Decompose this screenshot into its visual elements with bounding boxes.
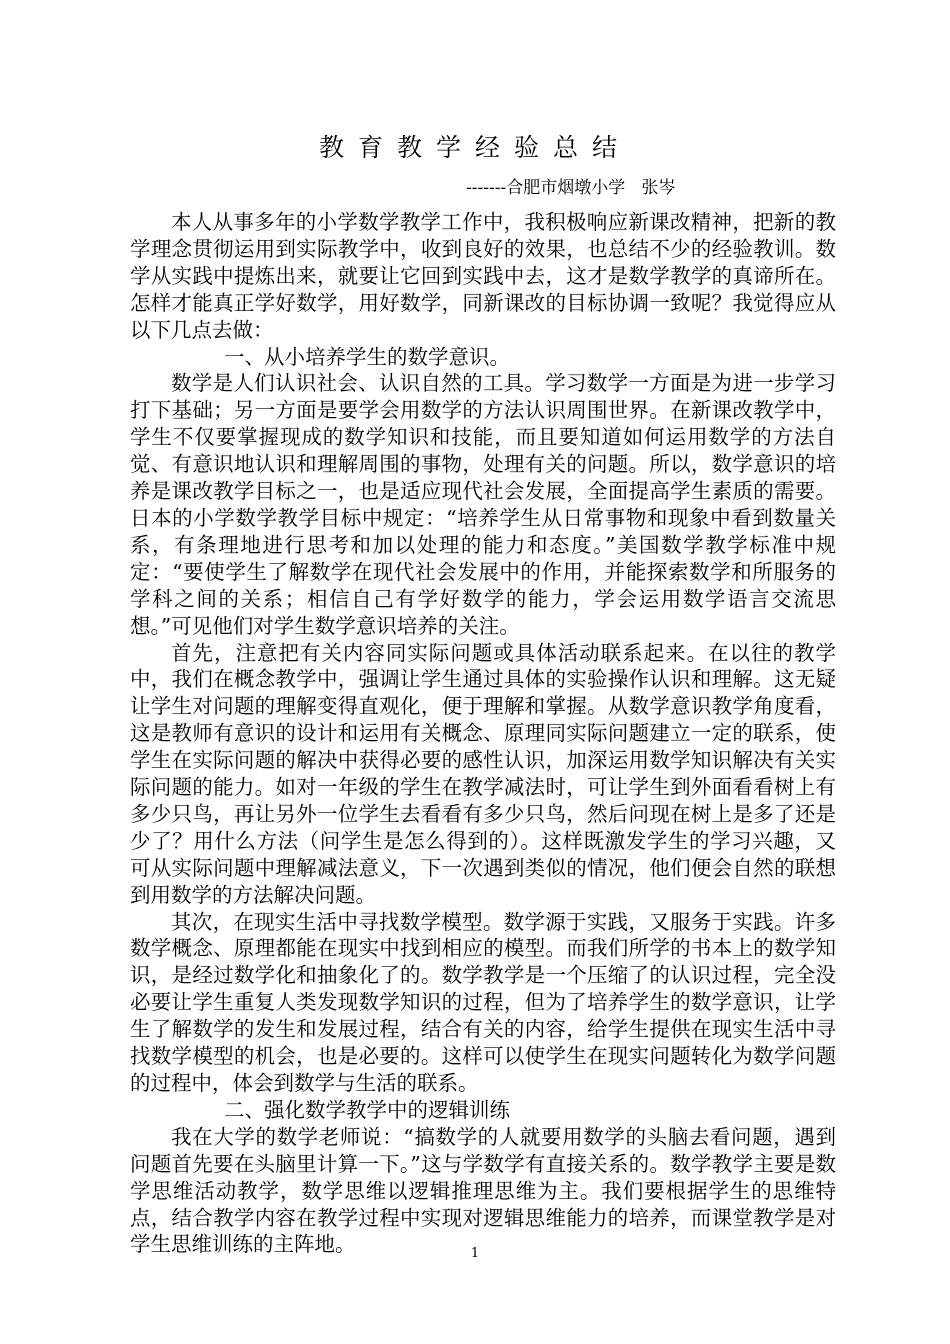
section-heading-1: [130, 344, 836, 371]
intro-paragraph: 本人从事多年的小学数学教学工作中，我积极响应新课改精神，把新的教学理念贯彻运用到实际教学中，收到良好的效果，也总结不少的经验教训。数学从实践中提炼出来，就要让它回到实践中去，这才是数学教学的真谛所在。怎样才能真正学好数学，用好数学，同新课改的目标协调一致呢？我觉得应从以下几点去做：: [130, 210, 836, 342]
section-number-1: 一、: [224, 344, 265, 369]
section-number-2: 二、: [224, 1097, 265, 1122]
section-2-paragraph-1: 我在大学的数学老师说：“搞数学的人就要用数学的头脑去看问题，遇到问题首先要在头脑里计算一下。”这与学数学有直接关系的。数学教学主要是数学思维活动教学，数学思维以逻辑推理思维为主。我们要根据学生的思维特点，结合教学内容在教学过程中实现对逻辑思维能力的培养，而课堂教学是对学生思维训练的主阵地。: [130, 1124, 836, 1257]
document-title: 教育教学经验总结: [318, 133, 631, 162]
author-line: -------合肥市烟墩小学 张岑: [466, 178, 676, 198]
section-title-1: 从小培养学生的数学意识。: [264, 344, 510, 369]
section-1-paragraph-2: 首先，注意把有关内容同实际问题或具体活动联系起来。在以往的教学中，我们在概念教学中，强调让学生通过具体的实验操作认识和理解。这无疑让学生对问题的理解变得直观化，便于理解和掌握。从数学意识教学角度看，这是教师有意识的设计和运用有关概念、原理同实际问题建立一定的联系，使学生在实际问题的解决中获得必要的感性认识，加深运用数学知识解决有关实际问题的能力。如对一年级的学生在教学减法时，可让学生到外面看看树上有多少只鸟，再让另外一位学生去看看有多少只鸟，然后问现在树上是多了还是少了？用什么方法（问学生是怎么得到的）。这样既激发学生的学习兴趣，又可从实际问题中理解减法意义，下一次遇到类似的情况，他们便会自然的联想到用数学的方法解决问题。: [130, 640, 836, 907]
section-1-paragraph-1: 数学是人们认识社会、认识自然的工具。学习数学一方面是为进一步学习打下基础；另一方面是要学会用数学的方法认识周围世界。在新课改教学中，学生不仅要掌握现成的数学知识和技能，而且要知道如何运用数学的方法自觉、有意识地认识和理解周围的事物，处理有关的问题。所以，数学意识的培养是课改教学目标之一，也是适应现代社会发展，全面提高学生素质的需要。日本的小学数学教学目标中规定：“培养学生从日常事物和现象中看到数量关系，有条理地进行思考和加以处理的能力和态度。”美国数学教学标准中规定：“要使学生了解数学在现代社会发展中的作用，并能探索数学和所服务的学科之间的关系；相信自己有学好数学的能力，学会运用数学语言交流思想。”可见他们对学生数学意识培养的关注。: [130, 371, 836, 638]
page-number: 1: [470, 1246, 480, 1261]
section-heading-2: [130, 1097, 836, 1124]
section-1-paragraph-3: 其次，在现实生活中寻找数学模型。数学源于实践，又服务于实践。许多数学概念、原理都能在现实中找到相应的模型。而我们所学的书本上的数学知识，是经过数学化和抽象化了的。数学教学是一个压缩了的认识过程，完全没必要让学生重复人类发现数学知识的过程，但为了培养学生的数学意识，让学生了解数学的发生和发展过程，结合有关的内容，给学生提供在现实生活中寻找数学模型的机会，也是必要的。这样可以使学生在现实问题转化为数学问题的过程中，体会到数学与生活的联系。: [130, 909, 836, 1095]
document-body: [130, 209, 836, 1258]
section-title-2: 强化数学教学中的逻辑训练: [264, 1097, 510, 1122]
